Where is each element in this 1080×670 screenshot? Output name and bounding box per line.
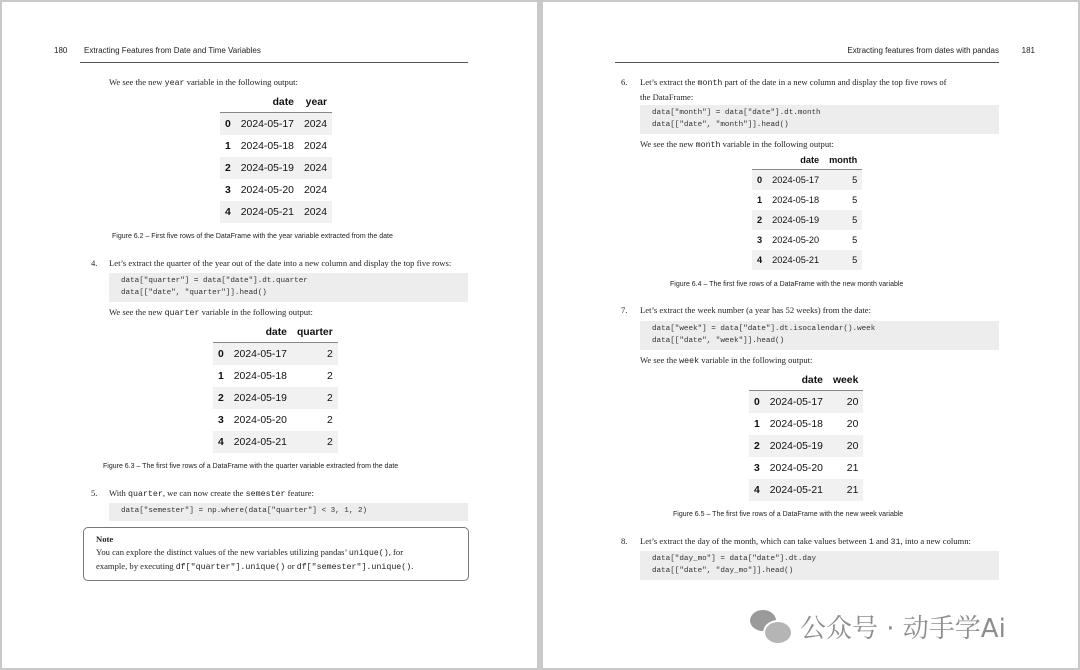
right-page xyxy=(543,2,1078,668)
output-line: We see the new month variable in the following output: xyxy=(640,139,834,150)
step-text: With quarter, we can now create the semester feature: xyxy=(109,488,314,499)
table-header xyxy=(749,370,765,391)
table-row: 2 2024-05-19 5 xyxy=(752,210,862,230)
table-row: 1 2024-05-18 2024 xyxy=(225,140,328,152)
table-row: 4 2024-05-21 21 xyxy=(749,479,863,501)
table-row: 1 2024-05-18 20 xyxy=(754,418,859,430)
note-line: example, by executing df["quarter"].unique() or df["semester"].unique(). xyxy=(96,561,414,572)
table-header: year xyxy=(299,92,332,113)
table-header: month xyxy=(824,151,862,170)
table-row: 3 2024-05-20 2024 xyxy=(225,184,328,196)
code-block: data["semester"] = np.where(data["quarter"] < 3, 1, 2) xyxy=(109,503,468,521)
table-row: 3 2024-05-20 21 xyxy=(754,462,859,474)
page-number: 181 xyxy=(1021,46,1035,55)
step-number: 4. xyxy=(91,258,98,268)
table-header xyxy=(752,151,767,170)
figure-caption: Figure 6.2 – First five rows of the DataFrame with the year variable extracted from the date xyxy=(112,233,393,240)
step-text: Let’s extract the week number (a year has 52 weeks) from the date: xyxy=(640,305,871,315)
table-row: 2 2024-05-19 20 xyxy=(749,435,863,457)
figure-caption: Figure 6.4 – The first five rows of a DataFrame with the new month variable xyxy=(670,281,904,288)
figure-caption: Figure 6.5 – The first five rows of a DataFrame with the new week variable xyxy=(673,511,904,518)
table-row: 2 2024-05-19 2 xyxy=(213,387,338,409)
table-header: date xyxy=(767,151,824,170)
note-box xyxy=(83,527,469,581)
page-header xyxy=(615,46,1035,62)
running-title: Extracting Features from Date and Time Variables xyxy=(84,46,261,55)
wechat-icon xyxy=(748,606,792,646)
header-rule xyxy=(615,62,999,63)
step-number: 5. xyxy=(91,488,98,498)
header-rule xyxy=(80,62,468,63)
table-row: 0 2024-05-17 5 xyxy=(752,170,862,191)
table-header: quarter xyxy=(292,322,338,343)
step-text: Let’s extract the month part of the date in a new column and display the top five rows of the DataFrame: xyxy=(640,77,947,102)
code-block: data["month"] = data["date"].dt.month data[["date", "month"]].head() xyxy=(640,105,999,134)
table-row: 1 2024-05-18 5 xyxy=(757,195,858,205)
table-header: date xyxy=(765,370,828,391)
intro-line: We see the new year variable in the following output: xyxy=(109,77,298,88)
table-row: 2 2024-05-19 2024 xyxy=(220,157,332,179)
table-row: 4 2024-05-21 2 xyxy=(213,431,338,453)
left-page xyxy=(2,2,537,668)
note-line: You can explore the distinct values of the new variables utilizing pandas’ unique(), for xyxy=(96,546,404,558)
table-header: date xyxy=(229,322,292,343)
note-title: Note xyxy=(96,534,114,544)
table-header xyxy=(220,92,236,113)
table-row: 3 2024-05-20 2 xyxy=(218,414,333,426)
code-block: data["day_mo"] = data["date"].dt.day data[["date", "day_mo"]].head() xyxy=(640,551,999,580)
table-row: 0 2024-05-17 20 xyxy=(749,391,863,414)
code-block: data["week"] = data["date"].dt.isocalendar().week data[["date", "week"]].head() xyxy=(640,321,999,350)
step-number: 8. xyxy=(621,536,628,546)
table-header xyxy=(213,322,229,343)
step-text: Let’s extract the quarter of the year out of the date into a new column and display the top five rows: xyxy=(109,258,452,268)
table-header: date xyxy=(236,92,299,113)
watermark xyxy=(748,606,1068,646)
figure-caption: Figure 6.3 – The first five rows of a DataFrame with the quarter variable extracted from the date xyxy=(103,463,399,470)
page-number: 180 xyxy=(54,46,68,55)
watermark-text: 公众号 · 动手学Ai xyxy=(800,613,1006,644)
step-text: Let’s extract the day of the month, which can take values between 1 and 31, into a new column: xyxy=(640,536,971,547)
week-table xyxy=(749,370,863,501)
table-row: 0 2024-05-17 2 xyxy=(213,343,338,366)
running-title: Extracting features from dates with pandas xyxy=(847,46,999,55)
table-row: 4 2024-05-21 2024 xyxy=(220,201,332,223)
table-row: 3 2024-05-20 5 xyxy=(757,235,858,245)
output-line: We see the week variable in the following output: xyxy=(640,355,813,366)
month-table xyxy=(752,151,862,270)
table-row: 1 2024-05-18 2 xyxy=(218,370,333,382)
output-line: We see the new quarter variable in the following output: xyxy=(109,307,313,318)
table-row: 4 2024-05-21 5 xyxy=(752,250,862,270)
year-table xyxy=(220,92,332,223)
step-number: 7. xyxy=(621,305,628,315)
step-number: 6. xyxy=(621,77,628,87)
quarter-table xyxy=(213,322,338,453)
page-header xyxy=(54,46,474,62)
code-block: data["quarter"] = data["date"].dt.quarter data[["date", "quarter"]].head() xyxy=(109,273,468,302)
table-row: 0 2024-05-17 2024 xyxy=(220,113,332,136)
table-header: week xyxy=(828,370,863,391)
